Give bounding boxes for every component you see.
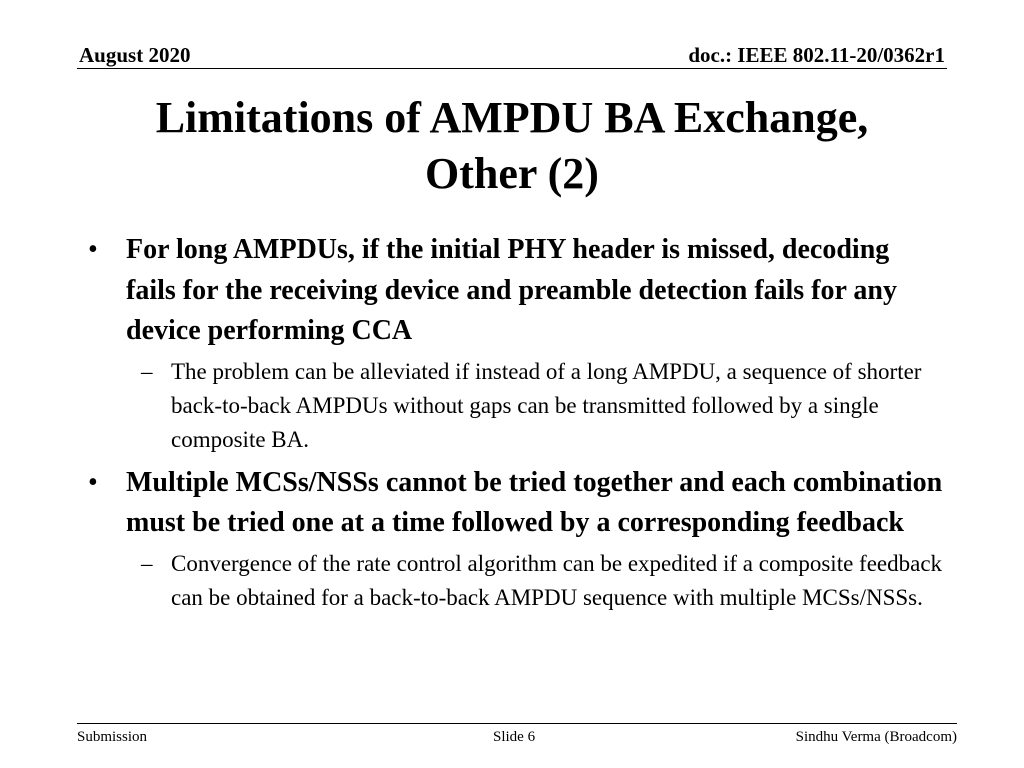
bullet-2-text: Multiple MCSs/NSSs cannot be tried together and each combination must be tried one at a time followed by a corresponding feedback: [126, 466, 943, 538]
footer-author: Sindhu Verma (Broadcom): [795, 729, 957, 745]
sub-bullet-1: [86, 355, 946, 457]
sub-bullet-2-text: Convergence of the rate control algorithm can be expedited if a composite feedback can be obtained for a back-to-back AMPDU sequence with multiple MCSs/NSSs.: [171, 550, 943, 610]
slide-title-line-2: Other (2): [425, 149, 599, 198]
header-doc-id: doc.: IEEE 802.11-20/0362r1: [688, 43, 945, 67]
footer-submission: Submission: [77, 729, 148, 745]
header-date: August 2020: [79, 43, 191, 67]
slide-title: [90, 90, 934, 202]
sub-bullet-1-text: The problem can be alleviated if instead of a long AMPDU, a sequence of shorter back-to-back AMPDUs without gaps can be transmitted followed by a single composite BA.: [171, 358, 922, 452]
bullet-2: [86, 463, 946, 544]
sub-bullet-2: [86, 547, 946, 615]
slide-title-line-1: Limitations of AMPDU BA Exchange,: [155, 93, 869, 142]
footer-rule: [77, 723, 957, 724]
bullet-marker: •: [88, 234, 98, 265]
header-rule: [77, 68, 947, 69]
bullet-marker: •: [88, 466, 98, 498]
bullet-1-text: For long AMPDUs, if the initial PHY header is missed, decoding fails for the receiving device and preamble detection fails for any device performing CCA: [126, 234, 897, 346]
footer-slide-number: Slide 6: [493, 729, 536, 745]
bullet-1: [86, 230, 946, 352]
slide-body: [86, 230, 946, 621]
sub-bullet-marker: –: [141, 358, 153, 384]
sub-bullet-marker: –: [141, 550, 153, 576]
